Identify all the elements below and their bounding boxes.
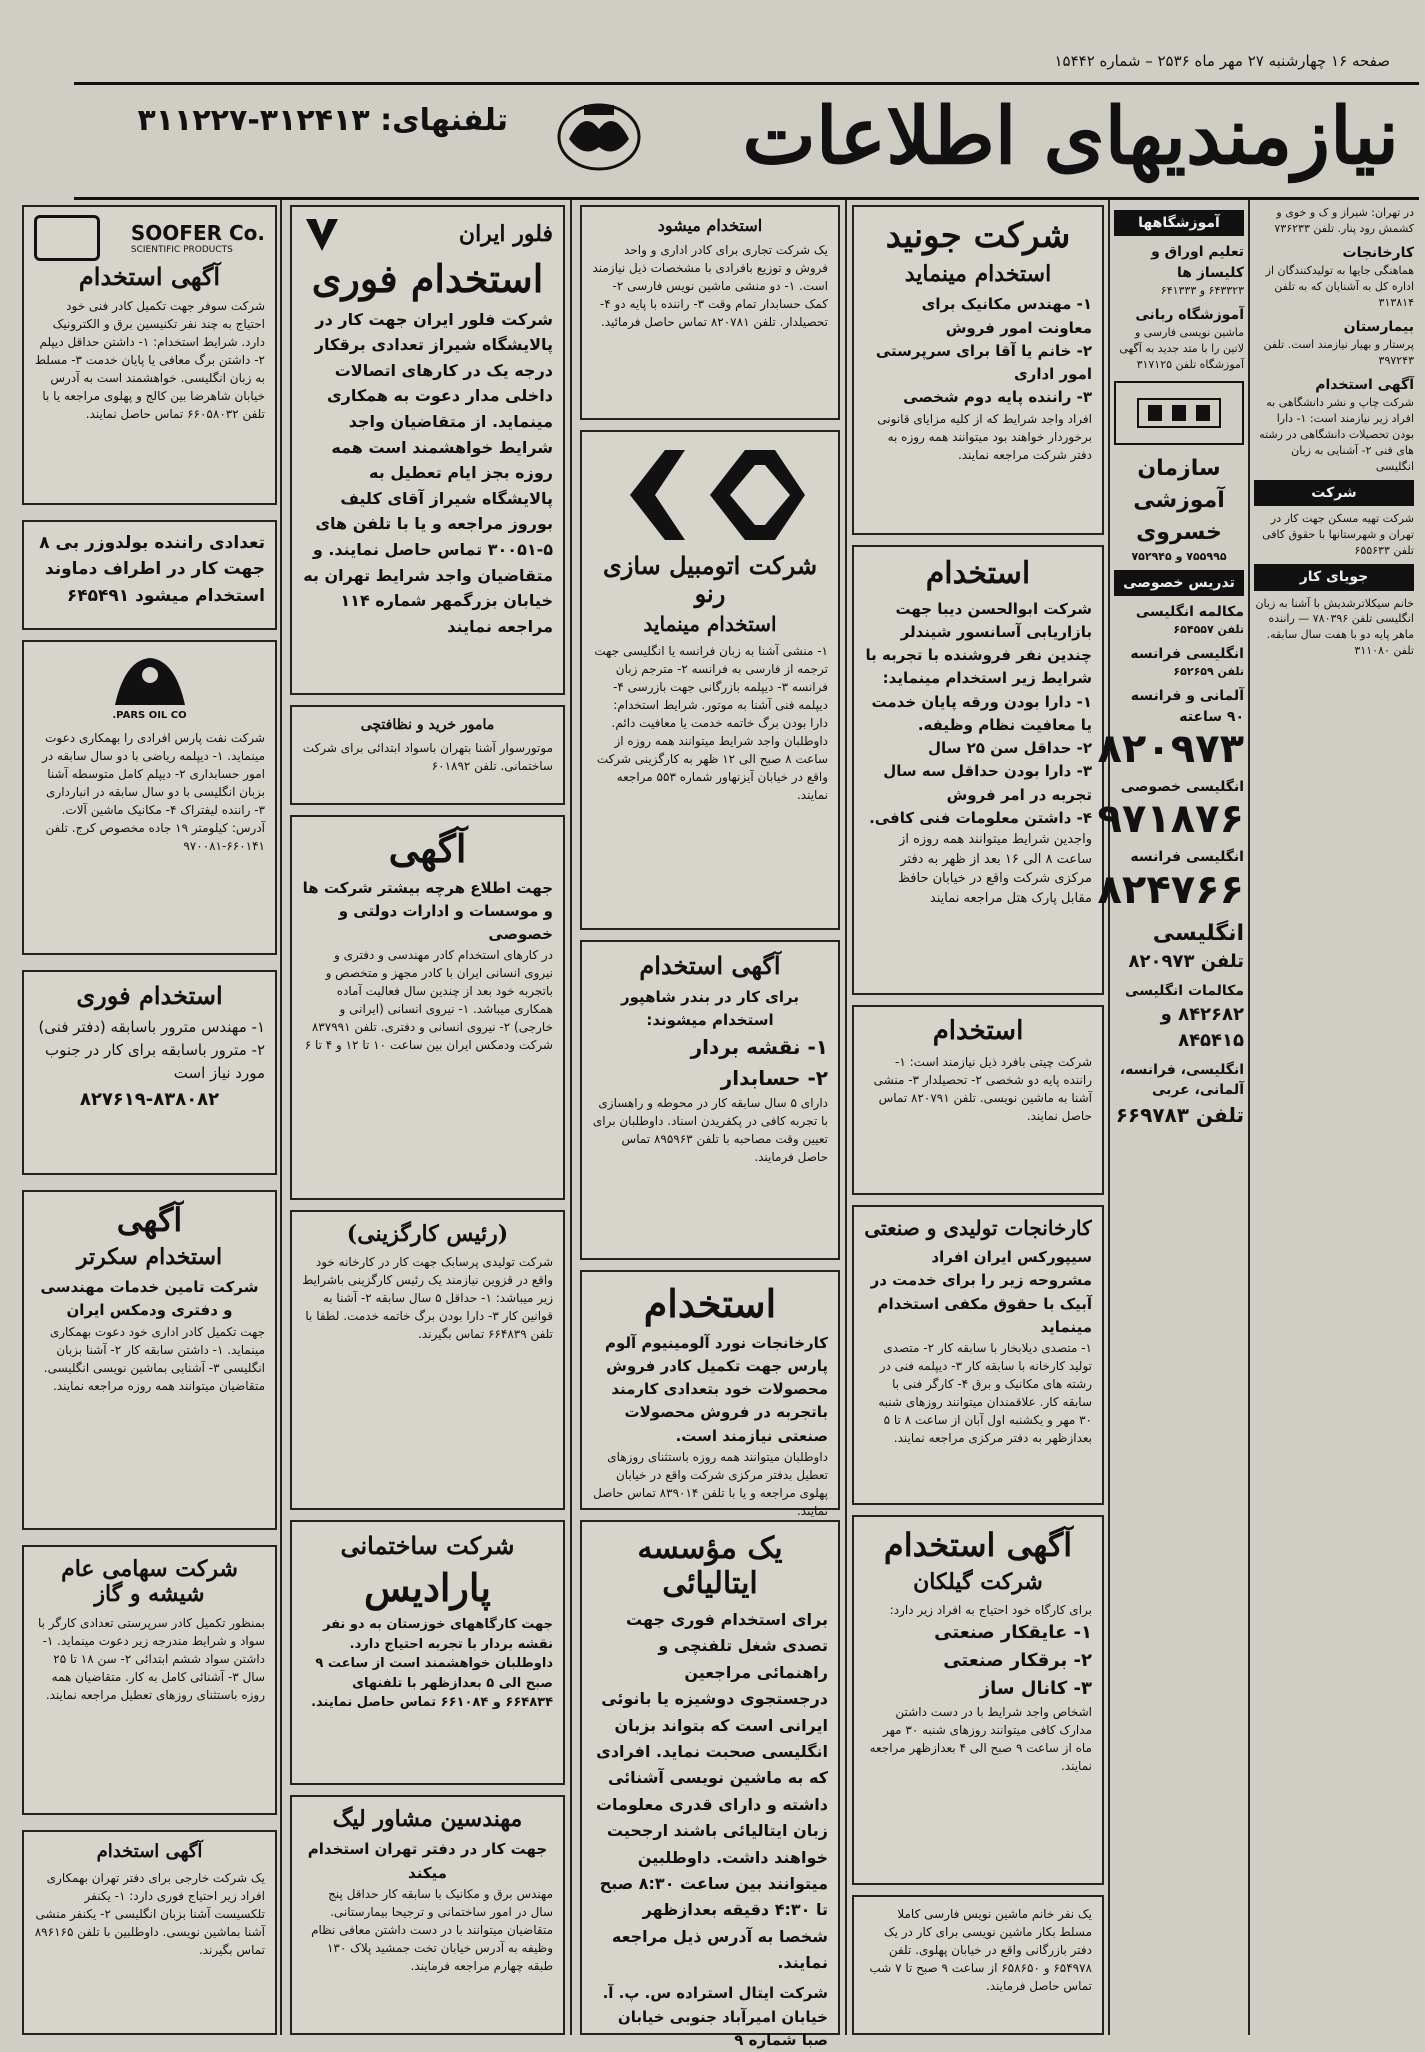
right-para-1: هماهنگی جایها به تولیدکنندگان از اداره کل به آشنایان که به تلفن ۳۱۳۸۱۴ xyxy=(1265,264,1414,310)
urgent-hire-phone: ۸۲۷۶۱۹-۸۳۸۰۸۲ xyxy=(79,1089,220,1111)
gilkan-item2: ۲- برقکار صنعتی xyxy=(943,1649,1092,1671)
right-title-3: آگهی استخدام xyxy=(1315,377,1414,394)
notice-title: آگهی xyxy=(388,826,467,871)
shisheh-title: شرکت سهامی عام شیشه و گاز xyxy=(61,1556,238,1608)
jonid-ad xyxy=(852,205,1104,535)
private-7-text: ۸۴۲۶۸۲ و ۸۴۵۴۱۵ xyxy=(1160,1003,1244,1051)
right-title-5: جویای کار xyxy=(1254,564,1414,590)
trading-hire-title: استخدام میشود xyxy=(657,216,763,235)
private-1-title: مکالمه انگلیسی xyxy=(1135,603,1244,620)
personnel-head-ad xyxy=(290,1210,565,1510)
aluminum-body: داوطلبان میتوانند همه روزه باستثنای روزهای تعطیل بدفتر مرکزی شرکت واقع در خیابان پهلوی مراجعه و یا با تلفن ۸۳۹۰۱۴ تماس حاصل نمایند. xyxy=(593,1449,828,1518)
foreign-hire-ad xyxy=(22,1830,277,2035)
private-2-title: انگلیسی فرانسه xyxy=(1130,646,1244,663)
aluminum-ad xyxy=(580,1270,840,1518)
personnel-head-title: (رئیس کارگزینی) xyxy=(346,1221,509,1247)
typist-ad xyxy=(852,1895,1104,2035)
trading-hire-body: یک شرکت تجاری برای کادر اداری و واحد فروش و توزیع بافرادی با مشخصات ذیل نیازمند است. ۱- دو منشی ماشین نویس فارسی ۲- کمک حسابدار تمام وقت ۳- راننده با پایه دو ۴- تحصیلدار. تلفن ۸۲۰۷۸۱ تماس حاصل فرمائید. xyxy=(592,243,828,330)
urgent-hire-ad xyxy=(22,970,277,1175)
pars-oil-logo-text: PARS OIL CO. xyxy=(112,710,187,721)
buyer-ad xyxy=(290,705,565,805)
page-title: نیازمندیهای اطلاعات xyxy=(742,91,1399,182)
dibaj-title: استخدام xyxy=(925,556,1031,591)
secretary-ad xyxy=(22,1190,277,1530)
private-8-title: انگلیسی، فرانسه، آلمانی، عربی xyxy=(1119,1061,1244,1099)
secretary-title: آگهی xyxy=(116,1201,183,1239)
shisheh-ad xyxy=(22,1545,277,1815)
typist-body: یک نفر خانم ماشین نویس فارسی کاملا مسلط بکار ماشین نویسی برای کار در یک دفتر بازرگانی واقع در خیابان پهلوی. تلفن ۶۵۴۹۷۸ و ۶۵۸۶۵۰ از ساعت ۹ صبح تا ۷ شب تماس حاصل فرمایند. xyxy=(869,1907,1092,1993)
school-item-1-text: ۶۴۳۳۲۳ و ۶۴۱۳۳۳ xyxy=(1160,283,1244,297)
school-item-3-text: ۷۵۵۹۹۵ و ۷۵۲۹۴۵ xyxy=(1131,549,1227,563)
chiti-hire-title: استخدام xyxy=(932,1016,1024,1046)
right-para-2: پرستار و بهیار نیازمند است. تلفن ۳۹۷۲۴۳ xyxy=(1263,338,1414,368)
pars-oil-ad xyxy=(22,640,277,955)
sepcoax-lead: سیپورکس ایران افراد مشروحه زیر را برای خدمت در آبیک با حقوق مکفی استخدام مینماید xyxy=(870,1248,1092,1336)
league-engineers-ad xyxy=(290,1795,565,2035)
league-body: مهندس برق و مکانیک با سابقه کار حداقل پنج سال در امور ساختمانی و ترجیحا بیمارستانی. متقاضیان میتوانند با در دست داشتن معافی نظام وظیفه به آدرس خیابان تخت جمشید پلاک ۱۳۰ طبقه چهارم مراجعه فرمایند. xyxy=(311,1886,553,1973)
buyer-body: موتورسوار آشنا بتهران باسواد ابتدائی برای شرکت ساختمانی. تلفن ۶۰۱۸۹۲ xyxy=(302,741,553,774)
buyer-title: مامور خرید و نظافتچی xyxy=(360,717,495,733)
jonid-body: افراد واجد شرایط که از کلیه مزایای قانونی برخوردار خواهند بود میتوانند همه روزه به دفتر شرکت مراجعه نمایند. xyxy=(877,411,1092,462)
private-4-title: انگلیسی خصوصی xyxy=(1120,778,1244,795)
jonid-subtitle: استخدام مینماید xyxy=(904,261,1052,288)
dibaj-item3: ۳- دارا بودن حداقل سه سال تجربه در امر فروش xyxy=(883,762,1092,804)
private-2-text: تلفن ۶۵۲۶۵۹ xyxy=(1173,665,1244,679)
soofer-brand-sub: SCIENTIFIC PRODUCTS xyxy=(130,245,233,255)
schools-header: آموزشگاهها xyxy=(1114,210,1244,236)
flur-company: فلور ایران xyxy=(458,221,553,248)
private-tutoring-header: تدریس خصوصی xyxy=(1114,570,1244,596)
gilkan-company: شرکت گیلکان xyxy=(913,1568,1043,1595)
trading-hire-ad xyxy=(580,205,840,420)
soofer-ad xyxy=(22,205,277,505)
sepcoax-title: کارخانجات تولیدی و صنعتی xyxy=(864,1216,1092,1240)
renault-ad xyxy=(580,430,840,930)
italian-address: شرکت ایتال استراده س. پ. آ. خیابان امیرآباد جنوبی خیابان صبا شماره ۹ xyxy=(602,1984,828,2049)
header-phones: تلفنهای: ۳۱۲۴۱۳-۳۱۱۲۲۷ xyxy=(137,103,508,138)
gilkan-item3: ۳- کانال ساز xyxy=(979,1677,1092,1699)
right-para-4: شرکت تهیه مسکن جهت کار در تهران و شهرستانها با حقوق کافی تلفن ۶۵۵۶۳۳ xyxy=(1262,512,1414,558)
flur-body: شرکت فلور ایران جهت کار در پالایشگاه شیراز تعدادی برقکار درجه یک در کارهای اتصالات داخلی مدار دعوت به همکاری مینماید. از متقاضیان واجد شرایط خواهشمند است همه روزه بجز ایام تعطیل به پالایشگاه شیراز آقای کلیف بوروز مراجعه و یا با تلفن های ۵-۳۰۰۵۱ تماس حاصل نمایند. و متقاضیان واجد شرایط تهران به خیابان بزرگمهر شماره ۱۱۴ مراجعه نمایند xyxy=(303,309,553,636)
private-3-text: ۸۲۰۹۷۳ xyxy=(1097,725,1244,772)
right-intro: در تهران: شیراز و ک و خوی و کشمش رود پنار. تلفن ۷۳۶۲۳۳ xyxy=(1274,206,1414,235)
driver-body: تعدادی راننده بولدوزر بی ۸ جهت کار در اطراف دماوند استخدام میشود ۶۴۵۴۹۱ xyxy=(39,533,265,606)
renault-body: ۱- منشی آشنا به زبان فرانسه یا انگلیسی جهت ترجمه از فارسی به فرانسه ۲- مترجم زبان فرانسه ۳- دیپلمه بازرگانی جهت بازرسی ۴- دیپلمه فنی آشنا به موتور. شرایط استخدام: دارا بودن برگ خاتمه خدمت یا معافیت دائم. داوطلبان واجد شرایط میتوانند همه روزه از ساعت ۸ صبح الی ۱۲ ظهر به کارگزینی شرکت واقع در خیابان آیزنهاور شماره ۵۵۳ مراجعه نمایند. xyxy=(594,644,828,803)
right-para-5: خانم سیکلاترشدیش با آشنا به زبان انگلیسی تلفن ۷۸۰۳۹۶ — راننده ماهر پایه دو با هفت سال سابقه. تلفن ۳۱۱۰۸۰ xyxy=(1255,596,1414,658)
private-6-title: انگلیسی xyxy=(1152,920,1244,946)
renault-subtitle: استخدام مینماید xyxy=(643,612,777,637)
date-line: صفحه ۱۶ چهارشنبه ۲۷ مهر ماه ۲۵۳۶ – شماره ۱۵۴۴۲ xyxy=(1054,52,1390,70)
right-para-3: شرکت چاپ و نشر دانشگاهی به افراد زیر نیازمند است: ۱- دارا بودن تحصیلات دانشگاهی در رشته های فنی ۲- آشنایی به زبان انگلیسی xyxy=(1259,396,1414,474)
right-title-1: کارخانجات xyxy=(1342,244,1414,261)
gilkan-ad xyxy=(852,1515,1104,1885)
school-item-2-text: ماشین نویسی فارسی و لاتین را با متد جدید به آگهی آموزشگاه تلفن ۳۱۷۱۲۵ xyxy=(1119,326,1244,371)
school-item-2-title: آموزشگاه ربانی xyxy=(1135,306,1244,323)
secretary-subtitle: استخدام سکرتر xyxy=(76,1243,223,1270)
paradise-ad xyxy=(290,1520,565,1785)
bandar-body: دارای ۵ سال سابقه کار در محوطه و راهسازی با تجربه کافی در پکفریدن اسناد. داوطلبان برای تعیین وقت مصاحبه با تلفن ۸۹۵۹۶۳ تماس حاصل فرمایند. xyxy=(592,1096,828,1165)
jonid-item1: ۱- مهندس مکانیک برای معاونت امور فروش xyxy=(921,295,1092,337)
private-3-title: آلمانی و فرانسه ۹۰ ساعته xyxy=(1130,688,1244,725)
gilkan-title: آگهی استخدام xyxy=(883,1526,1073,1564)
header-banner xyxy=(74,82,1419,200)
dibaj-lead: شرکت ابوالحسن دیبا جهت بازاریابی آسانسور شیندلر چندین نفر فروشنده با تجربه با شرایط زیر استخدام مینماید: xyxy=(865,599,1092,688)
renault-title: شرکت اتومبیل سازی رنو xyxy=(602,551,818,608)
sepcoax-body: ۱- متصدی دیلابخار با سابقه کار ۲- متصدی تولید کارخانه با سابقه کار ۳- دیپلمه فنی در رشته های مکانیک و برق ۴- کارگر فنی با سابقه کار. علاقمندان میتوانند روزهای شنبه ۳۰ مهر و یکشنبه اول آبان از ساعت ۸ تا ۵ بعدازظهر به دفتر مرکزی مراجعه نمایند. xyxy=(878,1341,1092,1445)
ettelaat-emblem-icon xyxy=(554,99,644,175)
soofer-title: آگهی استخدام xyxy=(78,262,221,291)
bandar-title: آگهی استخدام xyxy=(639,951,781,980)
flur-title: استخدام فوری xyxy=(311,256,544,301)
italian-ad xyxy=(580,1520,840,2049)
private-8-text: تلفن ۶۶۹۷۸۳ xyxy=(1115,1102,1244,1127)
italian-body: برای استخدام فوری جهت تصدی شغل تلفنچی و راهنمائی مراجعین درجستجوی دوشیزه یا بانوئی ایرانی است که بتواند بزبان انگلیسی صحبت نماید. افرادی که به ماشین نویسی آشنائی داشته و دارای قدری معلومات زبان ایتالیائی باشند ارجحیت خواهند داشت. داوطلبین میتوانند بین ساعت ۸:۳۰ صبح تا ۴:۳۰ دقیقه بعدازظهر شخصا به آدرس ذیل مراجعه نمایند. xyxy=(595,1610,828,1973)
secretary-body: جهت تکمیل کادر اداری خود دعوت بهمکاری مینماید. ۱- داشتن سابقه کار ۲- آشنا بزبان انگلیسی ۳- آشنایی بماشین نویسی انگلیسی. متقاضیان میتوانند همه روزه مراجعه نمایند. xyxy=(43,1324,265,1393)
foreign-hire-body: یک شرکت خارجی برای دفتر تهران بهمکاری افراد زیر احتیاج فوری دارد: ۱- یکنفر تلکسیست آشنا بزبان انگلیسی ۲- یکنفر منشی آشنا بماشین نویسی. داوطلبین با تلفن ۸۹۶۱۶۵ تماس بگیرند. xyxy=(34,1870,265,1957)
dibaj-body: واجدین شرایط میتوانند همه روزه از ساعت ۸ الی ۱۶ بعد از ظهر به دفتر مرکزی شرکت واقع در خیابان حافظ مقابل پارک هتل مراجعه نمایند xyxy=(897,832,1092,906)
urgent-hire-body: ۱- مهندس مترور باسابقه (دفتر فنی) ۲- مترور باسابقه برای کار در جنوب مورد نیاز است xyxy=(38,1017,265,1083)
gilkan-lead: برای کارگاه خود احتیاج به افراد زیر دارد: xyxy=(889,1603,1092,1618)
league-subtitle: جهت کار در دفتر تهران استخدام میکند xyxy=(307,1840,548,1882)
aluminum-title: استخدام xyxy=(643,1281,777,1326)
private-6-text: تلفن ۸۲۰۹۷۳ xyxy=(1128,951,1244,973)
school-item-3-title: سازمان آموزشی خسروی xyxy=(1133,455,1225,545)
secretary-company: شرکت تامین خدمات مهندسی و دفتری ودمکس ایران xyxy=(40,1278,259,1320)
renault-logo-icon xyxy=(610,440,810,550)
soofer-logo-icon xyxy=(34,215,100,261)
flur-logo-icon xyxy=(302,215,342,255)
chiti-hire-ad xyxy=(852,1005,1104,1195)
aluminum-lead: کارخانجات نورد آلومینیوم آلوم پارس جهت تکمیل کادر فروش محصولات خود بتعدادی کارمند باتجربه در فروش محصولات صنعتی نیازمند است. xyxy=(604,1333,828,1445)
private-4-text: ۹۷۱۸۷۶ xyxy=(1097,796,1244,843)
shisheh-body: بمنظور تکمیل کادر سرپرستی تعدادی کارگر با سواد و شرایط مندرجه زیر دعوت مینماید. ۱- داشتن سواد ششم ابتدائی ۲- سن ۱۸ تا ۲۵ سال ۳- آشنائی کامل به کار. متقاضیان همه روزه باستثنای روزهای تعطیل مراجعه نمایند. xyxy=(37,1615,265,1702)
paradise-title: شرکت ساختمانی xyxy=(340,1531,515,1560)
paradise-name: پارادیس xyxy=(363,1564,491,1610)
school-item-1-title: تعلیم اوراق و کلیساز ها xyxy=(1151,244,1244,281)
foreign-hire-title: آگهی استخدام xyxy=(96,1841,203,1862)
flur-ad xyxy=(290,205,565,695)
bandar-item2: ۲- حسابدار xyxy=(720,1066,828,1091)
right-title-4: شرکت xyxy=(1254,480,1414,506)
soofer-brand: SOOFER Co. xyxy=(130,221,265,245)
tutoring-column xyxy=(1097,205,1244,2035)
gilkan-item1: ۱- عایقکار صنعتی xyxy=(934,1622,1092,1644)
italian-title: یک مؤسسه ایتالیائی xyxy=(637,1531,783,1601)
private-5-text: ۸۲۴۷۶۶ xyxy=(1097,866,1244,913)
right-title-2: بیمارستان xyxy=(1343,318,1414,335)
pars-oil-logo-icon xyxy=(105,650,195,710)
league-title: مهندسین مشاور لیگ xyxy=(332,1806,523,1832)
driver-ad xyxy=(22,520,277,630)
urgent-hire-title: استخدام فوری xyxy=(76,981,223,1010)
private-1-text: تلفن ۶۵۴۵۵۷ xyxy=(1173,623,1244,637)
private-5-title: انگلیسی فرانسه xyxy=(1130,849,1244,866)
sepcoax-ad xyxy=(852,1205,1104,1505)
bandar-item1: ۱- نقشه بردار xyxy=(690,1035,828,1060)
paradise-body: جهت کارگاههای خوزستان به دو نفر نقشه بردار با تجربه احتیاج دارد. داوطلبان خواهشمند است از ساعت ۹ صبح الی ۵ بعدازظهر با تلفنهای ۶۶۴۸۳۴ و ۶۶۱۰۸۴ تماس حاصل نمایند. xyxy=(311,1617,553,1711)
notice-ad xyxy=(290,815,565,1200)
notice-lead: جهت اطلاع هرچه بیشتر شرکت ها و موسسات و ادارات دولتی و خصوصی xyxy=(302,878,553,944)
tutoring-emblem-icon xyxy=(1114,381,1244,445)
dibaj-item2: ۲- حداقل سن ۲۵ سال xyxy=(927,739,1092,757)
soofer-body: شرکت سوفر جهت تکمیل کادر فنی خود احتیاج به چند نفر تکنیسین برق و الکترونیک دارد. شرایط استخدام: ۱- داشتن حداقل دیپلم ۲- داشتن برگ معافی یا پایان خدمت ۳- مسلط به زبان انگلیسی. خواهشمند است به آدرس خیابان شاهرضا بین کالج و پهلوی مراجعه یا با تلفن ۶۶۰۵۸۰۳۲ تماس حاصل نمایند. xyxy=(34,298,265,421)
dibaj-item1: ۱- دارا بودن ورقه پایان خدمت یا معافیت نظام وظیفه. xyxy=(871,692,1092,734)
bandar-lead: برای کار در بندر شاهپور استخدام میشوند: xyxy=(620,987,800,1029)
jonid-item2: ۲- خانم یا آقا برای سرپرستی امور اداری xyxy=(875,341,1092,384)
personnel-head-body: شرکت تولیدی پرسابک جهت کار در کارخانه خود واقع در قزوین نیازمند یک رئیس کارگزینی باشرایط زیر میباشد: ۱- حداقل ۵ سال سابقه ۲- آشنا به قوانین کار ۳- دارا بودن برگ خاتمه خدمت. لطفا با تلفن ۶۶۴۸۳۹ تماس بگیرند. xyxy=(302,1255,553,1342)
classifieds-right-column xyxy=(1254,205,1414,2035)
dibaj-ad xyxy=(852,545,1104,995)
bandar-ad xyxy=(580,940,840,1260)
notice-body: در کارهای استخدام کادر مهندسی و دفتری و نیروی انسانی ایران با کادر مجهز و متخصص و باتجربه خود بعد از چندین سال فعالیت آماده همکاری میباشد. ۱- نیروی انسانی (ایرانی و خارجی) ۲- نیروی انسانی و دفتری. تلفن ۸۳۷۹۹۱ شرکت ودمکس ایران بین ساعت ۱۰ تا ۱۲ و ۴ تا ۶ xyxy=(304,948,553,1053)
chiti-hire-body: شرکت چیتی بافرد ذیل نیازمند است: ۱- راننده پایه دو شخصی ۲- تحصیلدار ۳- منشی آشنا به ماشین نویسی. تلفن ۸۲۰۷۹۱ تماس حاصل نمایند. xyxy=(873,1054,1092,1123)
jonid-item3: ۳- راننده پایه دوم شخصی xyxy=(903,388,1092,407)
pars-oil-body: شرکت نفت پارس افرادی را بهمکاری دعوت مینماید. ۱- دیپلمه ریاضی با دو سال سابقه در امور حسابداری ۲- دیپلم کامل متوسطه آشنا بزبان انگلیسی با دو سال سابقه در انبارداری ۳- راننده لیفتراک ۴- مکانیک ماشین آلات. آدرس: کیلومتر ۱۹ جاده مخصوص کرج. تلفن ۶۶۰۱۴۱-۹۷۰۰۸۱ xyxy=(42,731,265,853)
jonid-title: شرکت جونید xyxy=(885,216,1071,256)
gilkan-body: اشخاص واجد شرایط با در دست داشتن مدارک کافی میتوانند روزهای شنبه ۳۰ مهر ماه از ساعت ۹ صبح الی ۴ بعدازظهر مراجعه نمایند. xyxy=(869,1704,1092,1773)
dibaj-item4: ۴- داشتن معلومات فنی کافی. xyxy=(869,808,1092,827)
private-7-title: مکالمات انگلیسی xyxy=(1125,983,1244,1000)
